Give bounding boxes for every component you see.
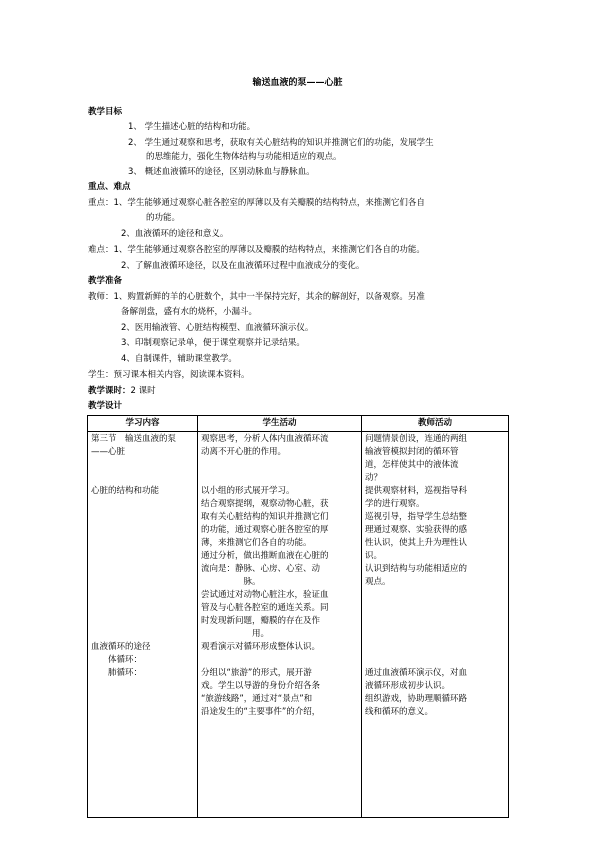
preparation-heading: 教学准备	[88, 276, 123, 286]
objective-item: 2、 学生通过观察和思考，获取有关心脏结构的知识并推测它们的功能，发展学生	[128, 138, 434, 148]
student-line: 沿途发生的“主要事件”的介绍，	[201, 707, 321, 717]
keypoint-line: 难点：1、学生能够通过观察各腔室的厚薄以及瓣膜的结构特点，来推测它们各自的功能。	[88, 245, 425, 255]
keypoints-heading: 重点、难点	[88, 182, 131, 192]
content-line: ——心脏	[91, 447, 126, 457]
content-line	[91, 511, 194, 524]
teacher-line: 问题情景创设，连通的两组	[365, 434, 468, 444]
objective-item: 1、 学生描述心脏的结构和功能。	[128, 122, 256, 132]
teacher-line: 道，怎样使其中的液体流	[365, 460, 459, 470]
teacher-line: 理通过观察、实验获得的感	[365, 525, 468, 535]
keypoint-line: 2、了解血液循环途径，以及在血液循环过程中血液成分的变化。	[121, 261, 365, 271]
preparation-line: 教师：1、购置新鲜的羊的心脏数个，其中一半保持完好，其余的解剖好，以备观察。另准	[88, 292, 425, 302]
column-header: 学习内容	[88, 416, 198, 432]
teacher-line: 通过血液循环演示仪，对血	[365, 668, 468, 678]
design-table	[87, 415, 509, 818]
student-activity-cell	[198, 432, 362, 818]
teacher-line	[365, 602, 505, 615]
teacher-line	[365, 589, 505, 602]
teacher-line	[365, 628, 505, 641]
preparation-line: 备解剖盘，盛有水的烧杯，小漏斗。	[121, 307, 258, 317]
table-header-row	[88, 416, 509, 432]
content-line	[91, 628, 194, 641]
student-line: 戏。学生以导游的身份介绍各条	[201, 681, 321, 691]
teacher-line: 提供观察材料，巡视指导科	[365, 486, 468, 496]
content-line	[91, 537, 194, 550]
keypoint-line: 重点：1、学生能够通过观察心脏各腔室的厚薄以及有关瓣膜的结构特点，来推测它们各自	[88, 198, 425, 208]
content-line: 心脏的结构和功能	[91, 486, 160, 496]
preparation-line: 学生：预习课本相关内容，阅读课本资料。	[88, 370, 250, 380]
student-line: 薄，来推测它们各自的功能。	[201, 538, 312, 548]
teacher-line: 巡视引导，指导学生总结整	[365, 512, 468, 522]
objectives-heading: 教学目标	[88, 107, 123, 117]
teacher-line: 液循环形成初步认识。	[365, 681, 451, 691]
student-line	[201, 654, 358, 667]
objective-item: 的思维能力，强化生物体结构与功能相适应的观点。	[146, 152, 342, 162]
teacher-line	[365, 615, 505, 628]
content-line: 第三节 输送血液的泵	[91, 434, 177, 444]
teacher-line: 输液管模拟封闭的循环管	[365, 447, 459, 457]
teacher-line	[365, 654, 505, 667]
student-line: 通过分析，做出推断血液在心脏的	[201, 551, 329, 561]
student-line	[201, 459, 358, 472]
column-header: 学生活动	[198, 416, 362, 432]
content-line: 体循环：	[91, 655, 143, 665]
student-line: 结合观察提纲，观察动物心脏，获	[201, 499, 329, 509]
teacher-line: 学的进行观察。	[365, 499, 425, 509]
page-title: 输送血液的泵——心脏	[252, 78, 343, 88]
teacher-line: 性认识，使其上升为理性认	[365, 538, 468, 548]
content-line	[91, 589, 194, 602]
content-line	[91, 550, 194, 563]
teacher-line: 认识到结构与功能相适应的	[365, 564, 468, 574]
teaching-hours-value: 2 课时	[130, 386, 156, 396]
student-line	[201, 472, 358, 485]
teacher-line: 线和循环的意义。	[365, 707, 434, 717]
student-line: 动离不开心脏的作用。	[201, 447, 287, 457]
student-line: 以小组的形式展开学习。	[201, 486, 295, 496]
content-line	[91, 563, 194, 576]
teacher-line: 动？	[365, 473, 383, 483]
student-line: “旅游线路”，通过对“景点”和	[201, 694, 313, 704]
preparation-line: 3、印制观察记录单，便于课堂观察并记录结果。	[121, 338, 305, 348]
teaching-hours-label: 教学课时：	[88, 386, 131, 396]
student-line: 观察思考，分析人体内血液循环流	[201, 434, 329, 444]
student-line: 的功能，通过观察心脏各腔室的厚	[201, 525, 329, 535]
table-row	[88, 432, 509, 818]
content-line: 血液循环的途径	[91, 642, 151, 652]
keypoint-line: 的功能。	[146, 213, 181, 223]
student-line: 观看演示对循环形成整体认识。	[201, 642, 321, 652]
keypoint-line: 2、血液循环的途径和意义。	[121, 229, 229, 239]
column-header: 教师活动	[362, 416, 509, 432]
student-line: 时发现新问题，瓣膜的存在及作	[201, 616, 321, 626]
teacher-line: 观点。	[365, 577, 391, 587]
content-line	[91, 498, 194, 511]
student-line: 取有关心脏结构的知识并推测它们	[201, 512, 329, 522]
content-line: 肺循环：	[91, 668, 143, 678]
student-line: 尝试通过对动物心脏注水，验证血	[201, 590, 329, 600]
teacher-line	[365, 641, 505, 654]
student-line: 流向是：静脉、心房、心室、动	[201, 564, 321, 574]
preparation-line: 4、自制课件，辅助课堂教学。	[121, 354, 237, 364]
student-line: 用。	[201, 629, 270, 639]
objective-item: 3、 概述血液循环的途径，区别动脉血与静脉血。	[128, 167, 315, 177]
content-line	[91, 602, 194, 615]
learning-content-cell	[88, 432, 198, 818]
teacher-line: 组织游戏，协助理顺循环路	[365, 694, 468, 704]
content-line	[91, 524, 194, 537]
student-line: 脉。	[201, 577, 261, 587]
content-line	[91, 615, 194, 628]
content-line	[91, 472, 194, 485]
teacher-activity-cell	[362, 432, 509, 818]
teacher-line: 识。	[365, 551, 383, 561]
design-heading: 教学设计	[88, 401, 123, 411]
content-line	[91, 576, 194, 589]
student-line: 分组以“旅游”的形式，展开游	[201, 668, 312, 678]
preparation-line: 2、医用输液管、心脏结构模型、血液循环演示仪。	[121, 323, 314, 333]
student-line: 管及与心脏各腔室的通连关系。同	[201, 603, 329, 613]
content-line	[91, 459, 194, 472]
teaching-hours	[88, 386, 156, 397]
